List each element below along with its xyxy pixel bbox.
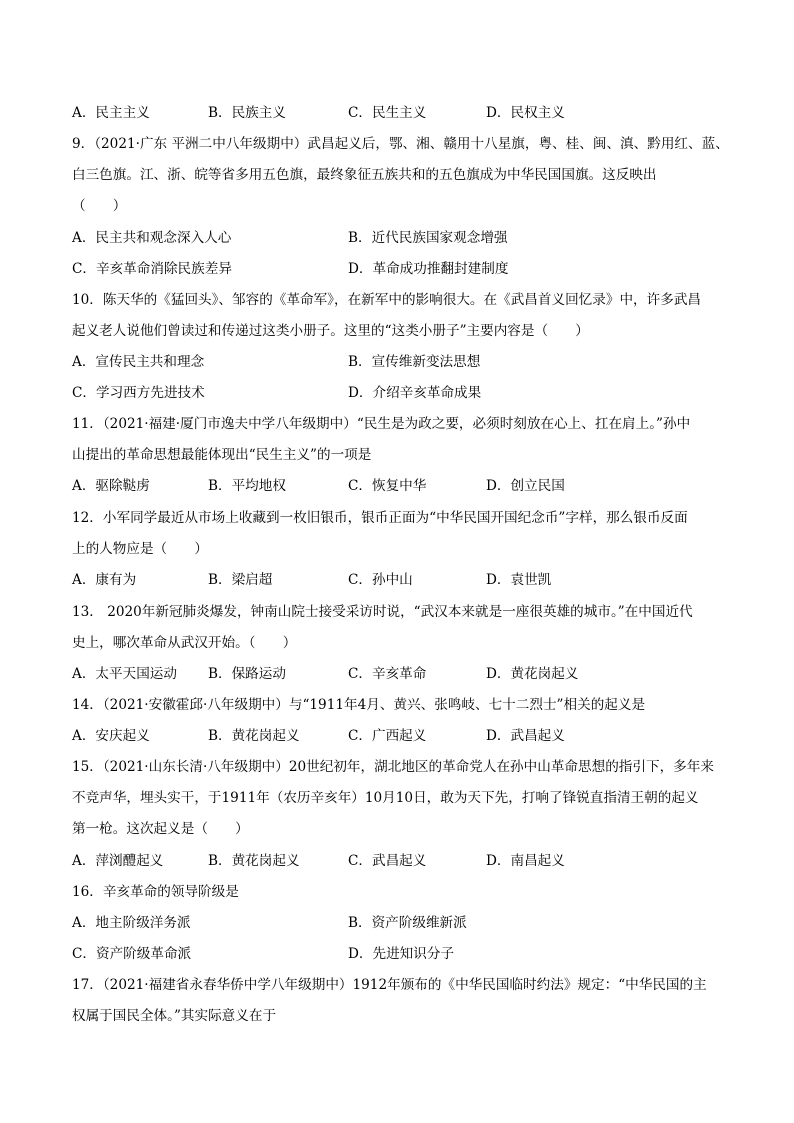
- q10-stem-line: 10．陈天华的《猛回头》、邹容的《革命军》，在新军中的影响很大。在《武昌首义回忆录》中，许多武昌: [72, 292, 702, 308]
- q15-stem-line: 15．（2021·山东长清·八年级期中）20世纪初年，湖北地区的革命党人在孙中山革命思想的指引下，多年来: [72, 759, 714, 775]
- q8-option-b: B．民族主义: [208, 105, 286, 121]
- q13-option-c: C．辛亥革命: [348, 666, 427, 682]
- q16-option-c: C．资产阶级革命派: [72, 946, 192, 962]
- q11-option-a: A．驱除鞑虏: [72, 478, 150, 494]
- q13-stem-line: 史上，哪次革命从武汉开始。（ ）: [72, 635, 297, 651]
- q15-option-c: C．武昌起义: [348, 853, 427, 869]
- q10-option-b: B．宣传维新变法思想: [348, 354, 481, 370]
- q12-stem-line: 12．小军同学最近从市场上收藏到一枚旧银币，银币正面为“中华民国开国纪念币”字样，那么银币反面: [72, 510, 688, 526]
- q12-stem-line: 上的人物应是（ ）: [72, 541, 208, 557]
- q8-option-d: D．民权主义: [486, 105, 565, 121]
- q8-option-a: A．民主主义: [72, 105, 150, 121]
- q11-stem-line: 11．（2021·福建·厦门市逸夫中学八年级期中）“民生是为政之要，必须时刻放在心上、扛在肩上。”孙中: [72, 416, 691, 432]
- q12-option-b: B．梁启超: [208, 572, 273, 588]
- q15-stem-line: 不竞声华，埋头实干，于1911年（农历辛亥年）10月10日，敢为天下先，打响了锋锐直指清王朝的起义: [72, 790, 699, 806]
- q10-option-c: C．学习西方先进技术: [72, 385, 205, 401]
- q15-option-d: D．南昌起义: [486, 853, 565, 869]
- q9-stem-line: 白三色旗。江、浙、皖等省多用五色旗，最终象征五族共和的五色旗成为中华民国国旗。这反映出: [72, 167, 657, 183]
- q16-option-d: D．先进知识分子: [348, 946, 455, 962]
- q10-option-d: D．介绍辛亥革命成果: [348, 385, 482, 401]
- q14-option-c: C．广西起义: [348, 728, 427, 744]
- q9-option-d: D．革命成功推翻封建制度: [348, 261, 509, 277]
- q12-option-a: A．康有为: [72, 572, 137, 588]
- q16-option-a: A．地主阶级洋务派: [72, 915, 191, 931]
- q15-option-b: B．黄花岗起义: [208, 853, 300, 869]
- q12-option-c: C．孙中山: [348, 572, 413, 588]
- q14-option-a: A．安庆起义: [72, 728, 150, 744]
- q14-option-b: B．黄花岗起义: [208, 728, 300, 744]
- q15-option-a: A．萍浏醴起义: [72, 853, 164, 869]
- q11-option-b: B．平均地权: [208, 478, 286, 494]
- q12-option-d: D．袁世凯: [486, 572, 552, 588]
- q11-option-d: D．创立民国: [486, 478, 565, 494]
- q14-option-d: D．武昌起义: [486, 728, 565, 744]
- q8-option-c: C．民生主义: [348, 105, 427, 121]
- q13-stem-line: 13． 2020年新冠肺炎爆发，钟南山院士接受采访时说，“武汉本来就是一座很英雄的城市。”在中国近代: [72, 604, 693, 620]
- q9-stem-line: 9．（2021·广东 平洲二中八年级期中）武昌起义后，鄂、湘、赣用十八星旗，粤、桂、闽、滇、黔用红、蓝、: [72, 136, 729, 152]
- q10-stem-line: 起义老人说他们曾读过和传递过这类小册子。这里的“这类小册子”主要内容是（ ）: [72, 323, 589, 339]
- q9-option-a: A．民主共和观念深入人心: [72, 230, 232, 246]
- q13-option-a: A．太平天国运动: [72, 666, 177, 682]
- q13-option-d: D．黄花岗起义: [486, 666, 579, 682]
- q10-option-a: A．宣传民主共和理念: [72, 354, 205, 370]
- q9-option-c: C．辛亥革命消除民族差异: [72, 261, 232, 277]
- q16-option-b: B．资产阶级维新派: [348, 915, 467, 931]
- q16-stem-line: 16．辛亥革命的领导阶级是: [72, 884, 239, 900]
- q13-option-b: B．保路运动: [208, 666, 286, 682]
- q14-stem-line: 14．（2021·安徽霍邱·八年级期中）与“1911年4月、黄兴、张鸣岐、七十二烈士”相关的起义是: [72, 697, 646, 713]
- q17-stem-line: 权属于国民全体。”其实际意义在于: [72, 1008, 277, 1024]
- q15-stem-line: 第一枪。这次起义是（ ）: [72, 821, 249, 837]
- q9-stem-line: （ ）: [72, 198, 127, 214]
- q9-option-b: B．近代民族国家观念增强: [348, 230, 508, 246]
- q11-stem-line: 山提出的革命思想最能体现出“民生主义”的一项是: [72, 447, 372, 463]
- q11-option-c: C．恢复中华: [348, 478, 427, 494]
- q17-stem-line: 17．（2021·福建省永春华侨中学八年级期中）1912年颁布的《中华民国临时约法》规定：“中华民国的主: [72, 977, 707, 993]
